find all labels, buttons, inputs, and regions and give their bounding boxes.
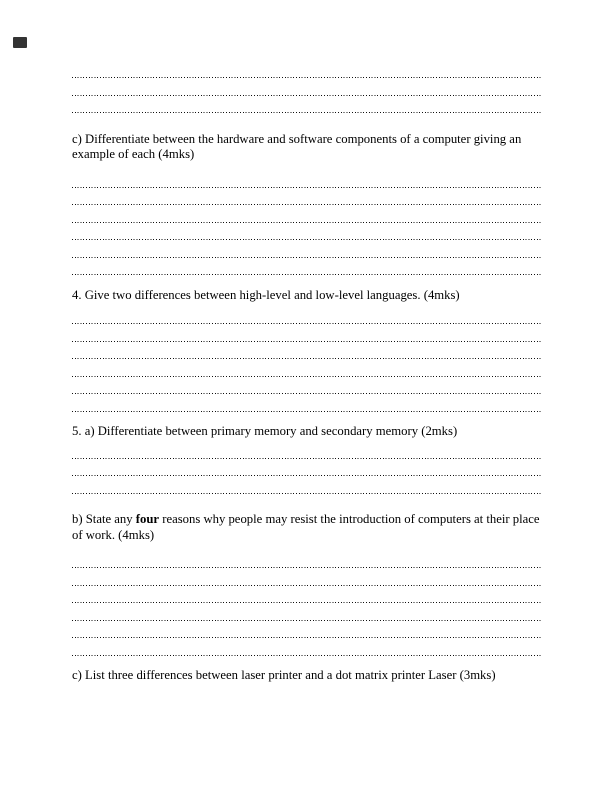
question-5b-text-suffix: reasons why people may resist the introduction of computers at their place of work. (4mks) (72, 512, 540, 542)
answer-lines-block (72, 307, 541, 412)
answer-line (72, 61, 541, 79)
answer-line (72, 377, 541, 395)
answer-line (72, 569, 541, 587)
answer-line (72, 96, 541, 114)
answer-line (72, 639, 541, 657)
answer-line (72, 223, 541, 241)
question-5a: 5. a) Differentiate between primary memory and secondary memory (2mks) (72, 424, 458, 438)
answer-line (72, 342, 541, 360)
answer-line (72, 586, 541, 604)
answer-line (72, 188, 541, 206)
answer-line (72, 325, 541, 343)
answer-line (72, 442, 541, 460)
question-5b-bold-word: four (135, 512, 160, 526)
answer-line (72, 621, 541, 639)
answer-lines-block (72, 61, 541, 114)
question-5b-text-prefix: b) State any (72, 512, 136, 526)
answer-lines-block (72, 551, 541, 656)
question-3c: c) Differentiate between the hardware and software components of a computer giving an example of each (4mks) (72, 131, 522, 161)
question-4: 4. Give two differences between high-level and low-level languages. (4mks) (72, 287, 460, 302)
scan-mark (13, 37, 27, 48)
answer-line (72, 395, 541, 413)
answer-line (72, 604, 541, 622)
answer-line (72, 360, 541, 378)
question-5c: c) List three differences between laser printer and a dot matrix printer Laser (3mks) (72, 668, 496, 682)
answer-line (72, 79, 541, 97)
answer-lines-block (72, 442, 541, 495)
answer-line (72, 241, 541, 259)
answer-line (72, 171, 541, 189)
question-5b (72, 512, 541, 543)
answer-line (72, 206, 541, 224)
answer-line (72, 459, 541, 477)
answer-line (72, 477, 541, 495)
answer-line (72, 307, 541, 325)
answer-lines-block (72, 171, 541, 276)
answer-line (72, 551, 541, 569)
answer-line (72, 258, 541, 276)
